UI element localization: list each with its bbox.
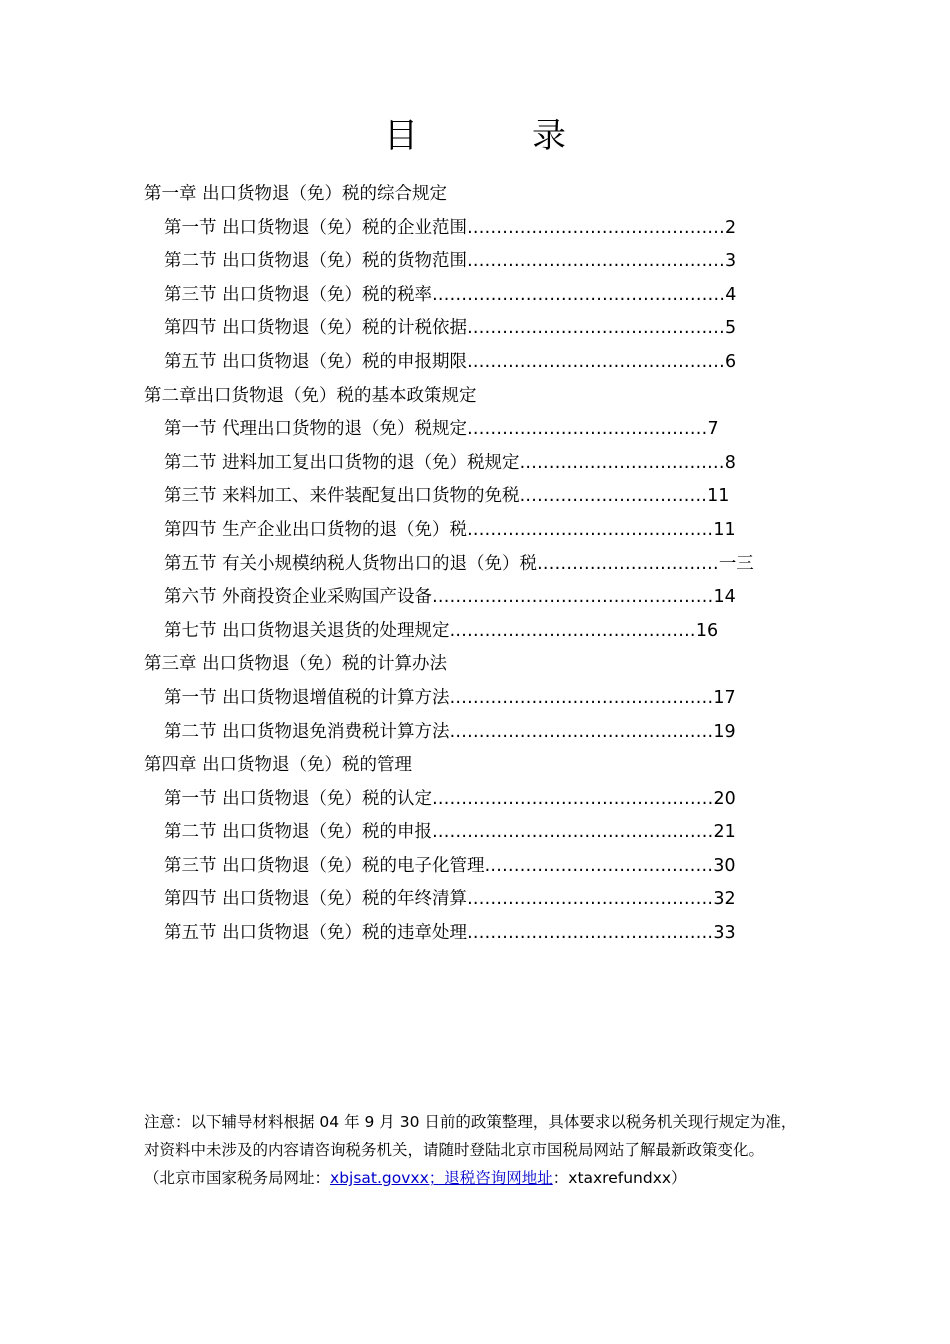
toc-section bbox=[144, 615, 824, 649]
toc-dot-leader: ................................................ bbox=[432, 788, 714, 809]
toc-entry-title: 第三章 出口货物退（免）税的计算办法 bbox=[144, 654, 448, 675]
toc-entry-title: 第二节 出口货物退免消费税计算方法 bbox=[164, 721, 450, 742]
toc-entry-title: 第三节 来料加工、来件装配复出口货物的免税 bbox=[164, 486, 520, 507]
toc-section bbox=[144, 447, 824, 481]
toc-dot-leader: .......................................... bbox=[467, 519, 714, 540]
note-line-3 bbox=[144, 1164, 854, 1192]
toc-page-number: 11 bbox=[707, 486, 730, 507]
toc-entry-title: 第四章 出口货物退（免）税的管理 bbox=[144, 755, 413, 776]
toc-page-number: 32 bbox=[713, 889, 736, 910]
toc-dot-leader: ................................................ bbox=[432, 587, 714, 608]
toc-section bbox=[144, 850, 824, 884]
toc-entry-title: 第一节 出口货物退（免）税的企业范围 bbox=[164, 217, 468, 238]
toc-section bbox=[144, 917, 824, 951]
toc-section bbox=[144, 312, 824, 346]
toc-dot-leader: ....................................... bbox=[484, 855, 714, 876]
toc-dot-leader: .......................................... bbox=[467, 923, 714, 944]
toc-dot-leader: ............................................ bbox=[467, 251, 726, 272]
toc-entry-title: 第四节 出口货物退（免）税的年终清算 bbox=[164, 889, 468, 910]
toc-section bbox=[144, 682, 824, 716]
toc-page-number: 14 bbox=[713, 587, 736, 608]
toc-page-number: 20 bbox=[713, 788, 736, 809]
toc-page-number: 30 bbox=[713, 855, 736, 876]
toc-page-number: 4 bbox=[725, 284, 737, 305]
toc-dot-leader: ............................................ bbox=[467, 217, 726, 238]
toc-entry-title: 第五节 出口货物退（免）税的申报期限 bbox=[164, 351, 468, 372]
toc-entry-title: 第四节 出口货物退（免）税的计税依据 bbox=[164, 318, 468, 339]
toc-page-number: 2 bbox=[725, 217, 737, 238]
toc-dot-leader: ............................................ bbox=[467, 318, 726, 339]
toc-page-number: 8 bbox=[724, 452, 736, 473]
toc-page-number: 33 bbox=[713, 923, 736, 944]
toc-entry-title: 第一章 出口货物退（免）税的综合规定 bbox=[144, 184, 448, 204]
toc-chapter bbox=[144, 380, 824, 414]
toc-page-number: 7 bbox=[707, 419, 719, 440]
toc-dot-leader: ............................... bbox=[537, 553, 719, 574]
toc-dot-leader: ................................ bbox=[519, 486, 708, 507]
toc-entry-title: 第五节 有关小规模纳税人货物出口的退（免）税 bbox=[164, 553, 538, 574]
note-line-3-suffix: ：xtaxrefundxx） bbox=[552, 1169, 687, 1187]
toc-page-number: 11 bbox=[713, 519, 736, 540]
toc-entry-title: 第一节 出口货物退增值税的计算方法 bbox=[164, 687, 450, 708]
toc-page-number: 6 bbox=[725, 351, 737, 372]
toc-entry-title: 第三节 出口货物退（免）税的税率 bbox=[164, 284, 433, 305]
toc-entry-title: 第七节 出口货物退关退货的处理规定 bbox=[164, 620, 450, 641]
toc-section bbox=[144, 883, 824, 917]
toc-section bbox=[144, 413, 824, 447]
toc-dot-leader: .......................................... bbox=[467, 889, 714, 910]
toc-dot-leader: .................................................. bbox=[432, 284, 726, 305]
toc-dot-leader: ......................................... bbox=[467, 419, 708, 440]
toc-section bbox=[144, 346, 824, 380]
toc-page-number: 21 bbox=[713, 822, 736, 843]
toc-section bbox=[144, 716, 824, 750]
note bbox=[144, 1108, 854, 1192]
toc-section bbox=[144, 514, 824, 548]
page-title: 目 录 bbox=[384, 116, 606, 156]
toc-page-number: 16 bbox=[695, 620, 719, 641]
toc-page-number: 17 bbox=[713, 687, 736, 708]
toc-chapter bbox=[144, 749, 824, 783]
toc-page-number: 19 bbox=[713, 721, 736, 742]
toc-entry-title: 第一节 代理出口货物的退（免）税规定 bbox=[164, 419, 468, 440]
toc-entry-title: 第四节 生产企业出口货物的退（免）税 bbox=[164, 519, 468, 540]
toc-dot-leader: ................................... bbox=[519, 452, 725, 473]
note-line-2: 对资料中未涉及的内容请咨询税务机关，请随时登陆北京市国税局网站了解最新政策变化。 bbox=[144, 1141, 765, 1159]
website-link[interactable]: xbjsat.govxx；退税咨询网地址 bbox=[330, 1169, 553, 1187]
toc-dot-leader: ............................................. bbox=[449, 721, 714, 742]
toc-chapter bbox=[144, 178, 824, 212]
toc-section bbox=[144, 783, 824, 817]
toc-dot-leader: ............................................ bbox=[467, 351, 726, 372]
note-line-3-prefix: （北京市国家税务局网址： bbox=[144, 1169, 331, 1187]
toc-entry-title: 第一节 出口货物退（免）税的认定 bbox=[164, 788, 433, 809]
toc-page-number: 一三 bbox=[718, 553, 754, 574]
toc-dot-leader: ................................................ bbox=[432, 822, 714, 843]
toc-section bbox=[144, 279, 824, 313]
toc-chapter bbox=[144, 648, 824, 682]
toc-section bbox=[144, 581, 824, 615]
toc-section bbox=[144, 245, 824, 279]
toc-dot-leader: ............................................. bbox=[449, 687, 714, 708]
toc-entry-title: 第二节 出口货物退（免）税的货物范围 bbox=[164, 251, 468, 272]
toc-entry-title: 第五节 出口货物退（免）税的违章处理 bbox=[164, 923, 468, 944]
toc-page-number: 5 bbox=[725, 318, 737, 339]
toc-page-number: 3 bbox=[725, 251, 737, 272]
toc-entry-title: 第二节 出口货物退（免）税的申报 bbox=[164, 822, 433, 843]
table-of-contents bbox=[144, 178, 824, 951]
toc-entry-title: 第六节 外商投资企业采购国产设备 bbox=[164, 587, 433, 608]
toc-section bbox=[144, 548, 824, 582]
toc-entry-title: 第二节 进料加工复出口货物的退（免）税规定 bbox=[164, 452, 520, 473]
note-line-1: 注意：以下辅导材料根据 04 年 9 月 30 日前的政策整理，具体要求以税务机关现行规定为准， bbox=[144, 1113, 797, 1131]
toc-section bbox=[144, 212, 824, 246]
toc-section bbox=[144, 816, 824, 850]
toc-dot-leader: .......................................... bbox=[449, 620, 696, 641]
toc-entry-title: 第二章出口货物退（免）税的基本政策规定 bbox=[144, 385, 477, 406]
toc-section bbox=[144, 480, 824, 514]
toc-entry-title: 第三节 出口货物退（免）税的电子化管理 bbox=[164, 855, 485, 876]
